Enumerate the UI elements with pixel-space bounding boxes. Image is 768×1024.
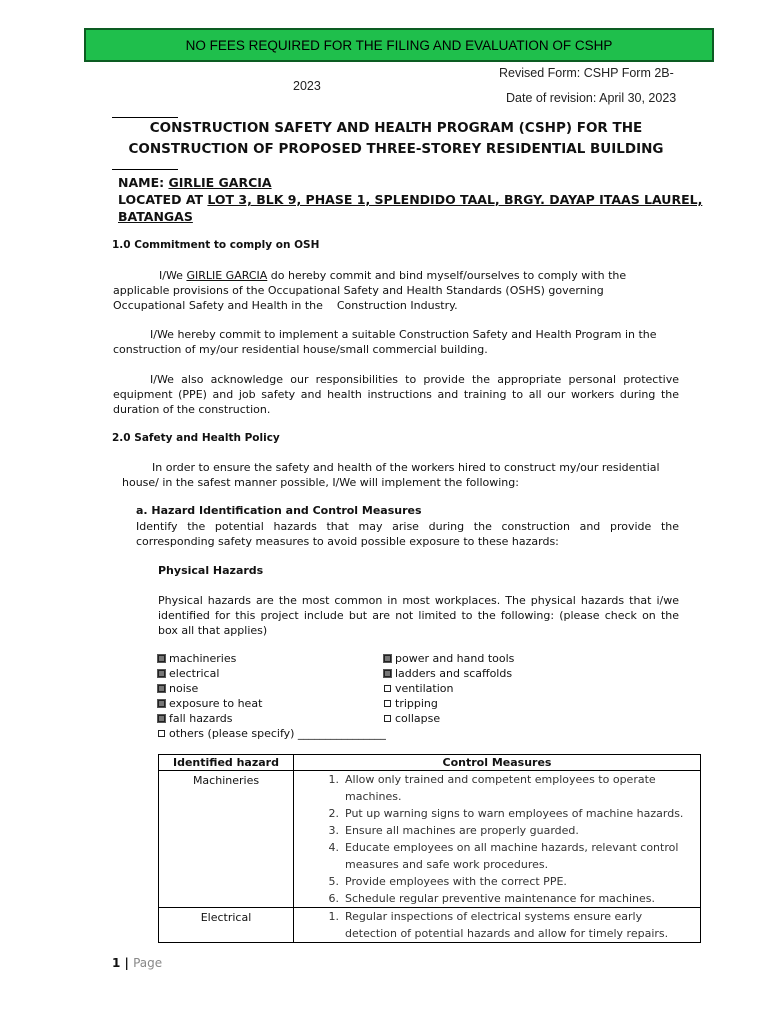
checkbox-checked-icon[interactable]	[158, 685, 165, 692]
hazard-checklist-left	[158, 651, 386, 741]
column-header-control-measures: Control Measures	[294, 755, 701, 771]
hazard-option[interactable]: ventilation	[384, 681, 514, 696]
list-item: 6. Schedule regular preventive maintenance for machines.	[328, 892, 655, 905]
checkbox-empty-icon[interactable]	[384, 685, 391, 692]
checkbox-empty-icon[interactable]	[384, 715, 391, 722]
checkbox-empty-icon[interactable]	[158, 730, 165, 737]
hazard-option[interactable]: electrical	[158, 666, 386, 681]
commitment-paragraph-3: I/We also acknowledge our responsibilities to provide the appropriate personal protective equipment (PPE) and job safety and health instructions and training to all our workers during the duration of the construction.	[113, 373, 679, 416]
section-2-heading: 2.0 Safety and Health Policy	[112, 432, 280, 444]
banner-text: NO FEES REQUIRED FOR THE FILING AND EVALUATION OF CSHP	[185, 37, 613, 53]
list-item: 1. Allow only trained and competent employees to operate machines.	[328, 773, 656, 803]
owner-name: GIRLIE GARCIA	[168, 175, 272, 190]
checkbox-empty-icon[interactable]	[384, 700, 391, 707]
measures-cell	[294, 908, 701, 943]
hazard-checklist-right	[384, 651, 514, 726]
owner-block	[118, 174, 702, 225]
location-line-1: LOT 3, BLK 9, PHASE 1, SPLENDIDO TAAL, BRGY. DAYAP ITAAS LAUREL,	[207, 192, 703, 207]
revised-form-label: Revised Form: CSHP Form 2B-	[499, 66, 674, 80]
list-item: 5. Provide employees with the correct PPE.	[328, 875, 567, 888]
table-row	[159, 908, 701, 943]
policy-intro: In order to ensure the safety and health of the workers hired to construct my/our residential house/ in the safest manner possible, I/We will implement the following:	[122, 461, 660, 489]
hazard-option[interactable]: power and hand tools	[384, 651, 514, 666]
hazard-option[interactable]: ladders and scaffolds	[384, 666, 514, 681]
document-title	[110, 118, 682, 160]
page-number: 1	[112, 956, 121, 970]
hazard-identification-heading: a. Hazard Identification and Control Measures	[136, 504, 422, 517]
list-item: 4. Educate employees on all machine hazards, relevant control measures and safe work procedures.	[328, 841, 679, 871]
checkbox-checked-icon[interactable]	[158, 670, 165, 677]
table-header-row	[159, 755, 701, 771]
checkbox-checked-icon[interactable]	[158, 655, 165, 662]
hazard-identification-text: Identify the potential hazards that may arise during the construction and provide the corresponding safety measures to avoid possible exposure to these hazards:	[136, 520, 679, 548]
no-fees-banner	[84, 28, 714, 62]
column-header-hazard: Identified hazard	[159, 755, 294, 771]
checkbox-checked-icon[interactable]	[158, 715, 165, 722]
name-label: NAME:	[118, 175, 169, 190]
revised-form-year: 2023	[293, 79, 321, 93]
list-item: 3. Ensure all machines are properly guarded.	[328, 824, 579, 837]
list-item: 2. Put up warning signs to warn employees of machine hazards.	[328, 807, 684, 820]
measures-list	[294, 771, 700, 907]
hazard-cell: Electrical	[159, 908, 294, 943]
page-label: Page	[133, 956, 163, 970]
hazard-option[interactable]: collapse	[384, 711, 514, 726]
hazard-option[interactable]: noise	[158, 681, 386, 696]
title-line-1: CONSTRUCTION SAFETY AND HEALTH PROGRAM (CSHP) FOR THE	[149, 120, 643, 136]
page-footer: 1 | Page	[112, 956, 163, 970]
location-label: LOCATED AT	[118, 192, 208, 207]
revision-date: Date of revision: April 30, 2023	[506, 91, 677, 105]
section-1-heading: 1.0 Commitment to comply on OSH	[112, 239, 320, 251]
location-line-2: BATANGAS	[118, 209, 193, 224]
list-item: 1. Regular inspections of electrical systems ensure early detection of potential hazards and allow for timely repairs.	[328, 910, 669, 940]
physical-hazards-text: Physical hazards are the most common in most workplaces. The physical hazards that i/we identified for this project include but are not limited to the following: (please check on the box all that applies)	[158, 594, 679, 637]
measures-list	[294, 908, 700, 942]
checkbox-checked-icon[interactable]	[158, 700, 165, 707]
commitment-paragraph-1: I/We GIRLIE GARCIA do hereby commit and bind myself/ourselves to comply with the applicable provisions of the Occupational Safety and Health Standards (OSHS) governing Occupational Safety and Health in the Construction Industry.	[113, 269, 627, 312]
control-measures-table	[158, 754, 701, 943]
checkbox-checked-icon[interactable]	[384, 670, 391, 677]
table-row	[159, 771, 701, 908]
hazard-option[interactable]: machineries	[158, 651, 386, 666]
hazard-option[interactable]: tripping	[384, 696, 514, 711]
commitment-paragraph-2: I/We hereby commit to implement a suitable Construction Safety and Health Program in the construction of my/our residential house/small commercial building.	[113, 328, 657, 356]
divider	[112, 169, 178, 170]
hazard-option[interactable]: others (please specify) ________________	[158, 726, 386, 741]
title-line-2: CONSTRUCTION OF PROPOSED THREE-STOREY RESIDENTIAL BUILDING	[128, 141, 664, 157]
physical-hazards-heading: Physical Hazards	[158, 564, 264, 577]
commitment-name: GIRLIE GARCIA	[186, 269, 268, 282]
measures-cell	[294, 771, 701, 908]
hazard-option[interactable]: fall hazards	[158, 711, 386, 726]
hazard-cell: Machineries	[159, 771, 294, 908]
checkbox-checked-icon[interactable]	[384, 655, 391, 662]
hazard-option[interactable]: exposure to heat	[158, 696, 386, 711]
